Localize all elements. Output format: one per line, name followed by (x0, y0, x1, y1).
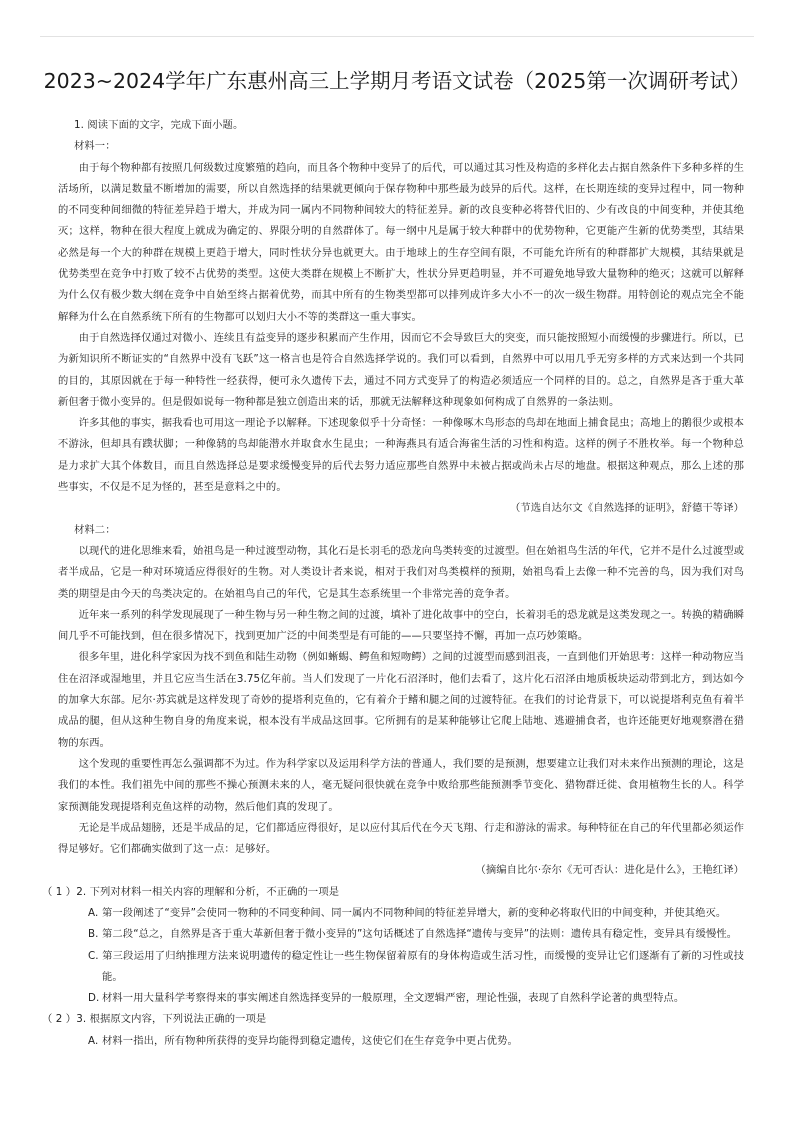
answer-option[interactable] (58, 1031, 744, 1052)
option-letter: A. (88, 906, 99, 919)
material2-paragraph: 无论是半成品翅膀，还是半成品的足，它们都适应得很好，足以应付其后代在今天飞翔、行走和游泳的需求。每种特征在自己的年代里都必须运作得足够好。它们都确实做到了这一点：足够好。 (58, 821, 744, 856)
answer-option[interactable] (58, 903, 744, 924)
material2-paragraph: 这个发现的重要性再怎么强调都不为过。作为科学家以及运用科学方法的普通人，我们要的是预测，想要建立让我们对未来作出预测的理论，这是我们的本性。我们祖先中间的那些不操心预测未来的人，毫无疑问很快就在竞争中败给那些能预测季节变化、猎物群迁徙、食用植物生长的人。科学家预测能发现提塔利克鱼这样的动物，然后他们真的发现了。 (58, 757, 744, 813)
option-text: 第一段阐述了“变异”会使同一物种的不同变种间、同一属内不同物种间的特征差异增大，新的变种必将取代旧的中间变种，并使其绝灭。 (102, 906, 727, 919)
option-text: 材料一指出，所有物种所获得的变异均能得到稳定遗传，这使它们在生存竞争中更占优势。 (102, 1034, 518, 1047)
option-letter: D. (88, 992, 100, 1005)
option-letter: B. (88, 928, 99, 941)
material2-paragraph: 近年来一系列的科学发现展现了一种生物与另一种生物之间的过渡，填补了进化故事中的空白，长着羽毛的恐龙就是这类发现之一。转换的精确瞬间几乎不可能找到，但在很多情况下，找到更加广泛的中间类型是有可能的——只要坚持不懈，再加一点巧妙策略。 (58, 608, 744, 643)
material-label: 材料二： (74, 523, 116, 536)
material-label: 材料一： (74, 140, 116, 153)
option-text: 第二段“总之，自然界是吝于重大革新但奢于微小变异的”这句话概述了自然选择“遗传与变异”的法则：遗传具有稳定性，变异具有缓慢性。 (102, 928, 738, 941)
material1-paragraph: 许多其他的事实，据我看也可用这一理论予以解释。下述现象似乎十分奇怪：一种像啄木鸟形态的鸟却在地面上捕食昆虫；高地上的鹅很少或根本不游泳，但却具有蹼状脚；一种像鸫的鸟却能潜水并取食水生昆虫；一种海燕具有适合海雀生活的习性和构造。这样的例子不胜枚举。每一个物种总是力求扩大其个体数目，而且自然选择总是要求缓慢变异的后代去努力适应那些自然界中未被占据或尚未占尽的地盘。根据这种观点，那么上述的那些事实，不仅是不足为怪的，甚至是意料之中的。 (58, 417, 744, 494)
option-text: 第三段运用了归纳推理方法来说明遗传的稳定性让一些生物保留着原有的身体构造或生活习性，而缓慢的变异让它们逐渐有了新的习性或技能。 (102, 949, 744, 983)
option-letter: C. (88, 949, 99, 962)
answer-option[interactable] (58, 988, 744, 1009)
material2-paragraph: 以现代的进化思维来看，始祖鸟是一种过渡型动物，其化石是长羽毛的恐龙向鸟类转变的过渡型。但在始祖鸟生活的年代，它并不是什么过渡型或者半成品，它是一种对环境适应得很好的生物。对人类设计者来说，相对于我们对鸟类模样的预期，始祖鸟看上去像一种不完善的鸟，因为我们对鸟类的期望是由今天的鸟类决定的。在始祖鸟自己的年代，它是其生态系统里一个非常完善的竞争者。 (58, 544, 744, 600)
answer-option[interactable] (58, 924, 744, 945)
material2-paragraph: 很多年里，进化科学家因为找不到鱼和陆生动物（例如蜥蜴、鳄鱼和短吻鳄）之间的过渡型而感到沮丧，一直到他们开始思考：这样一种动物应当住在沼泽或湿地里，并且它应当生活在3.75亿年前。当人们发现了一片化石沼泽时，他们去看了，这片化石沼泽由地质板块运动带到北方，到达如今的加拿大东部。尼尔·苏宾就是这样发现了奇妙的提塔利克鱼的，它有着介于鳍和腿之间的过渡特征。在我们的讨论背景下，可以说提塔利克鱼有着半成品的腿，但从这种生物自身的角度来说，根本没有半成品这回事。它所拥有的是某种能够让它爬上陆地、逃避捕食者，也许还能更好地观察潜在猎物的东西。 (58, 651, 744, 749)
page-title: 2023~2024学年广东惠州高三上学期月考语文试卷（2025第一次调研考试） (43, 69, 751, 93)
question-stem: （ 2 ）3. 根据原文内容，下列说法正确的一项是 (42, 1013, 267, 1026)
material1-paragraph: 由于每个物种都有按照几何级数过度繁殖的趋向，而且各个物种中变异了的后代，可以通过其习性及构造的多样化去占据自然条件下多种多样的生活场所，以满足数量不断增加的需要，所以自然选择的结果就更倾向于保存物种中那些最为歧异的后代。这样，在长期连续的变异过程中，同一物种的不同变种间细微的特征差异趋于增大，并成为同一属内不同物种间较大的特征差异。新的改良变种必将替代旧的、少有改良的中间变种，并使其绝灭；这样，物种在很大程度上就成为确定的、界限分明的自然群体了。每一纲中凡是属于较大种群中的优势物种，它更能产生新的优势类型，其结果必然是每一个大的种群在规模上更趋于增大，同时性状分异也就更大。由于地球上的生存空间有限，不可能允许所有的种群都扩大规模，其结果就是优势类型在竞争中打败了较不占优势的类型。这使大类群在规模上不断扩大，性状分异更趋明显，并不可避免地导致大量物种的绝灭；这就可以解释为什么仅有极少数大纲在竞争中自始至终占据着优势，而其中所有的生物类型都可以排列成许多大小不一的次一级生物群。用特创论的观点完全不能解释为什么在自然系统下所有的生物都可以划归大小不等的类群这一重大事实。 (58, 161, 744, 323)
material2-source: （摘编自比尔·奈尔《无可否认：进化是什么》，王艳红译） (475, 864, 744, 877)
option-letter: A. (88, 1034, 99, 1047)
question-intro: 1. 阅读下面的文字，完成下面小题。 (74, 119, 244, 131)
header-divider (40, 36, 754, 37)
material1-source: （节选自达尔文《自然选择的证明》，舒德干等译） (510, 502, 744, 515)
answer-option[interactable] (58, 946, 744, 989)
material1-paragraph: 由于自然选择仅通过对微小、连续且有益变异的逐步积累而产生作用，因而它不会导致巨大的突变，而只能按照短小而缓慢的步骤进行。所以，已为新知识所不断证实的“自然界中没有飞跃”这一格言也是符合自然选择学说的。我们可以看到，自然界中可以用几乎无穷多样的方式来达到一个共同的目的，其原因就在于每一种特性一经获得，便可永久遗传下去，通过不同方式变异了的构造必须适应一个同样的目的。总之，自然界是吝于重大革新但奢于微小变异的。但是假如说每一物种都是独立创造出来的话，那就无法解释这种现象如何构成了自然界的一条法则。 (58, 331, 744, 408)
document-body (42, 115, 744, 1052)
option-text: 材料一用大量科学考察得来的事实阐述自然选择变异的一般原理，全文逻辑严密，理论性强，表现了自然科学论著的典型特点。 (102, 992, 685, 1005)
question-stem: （ 1 ）2. 下列对材料一相关内容的理解和分析，不正确的一项是 (42, 885, 340, 898)
